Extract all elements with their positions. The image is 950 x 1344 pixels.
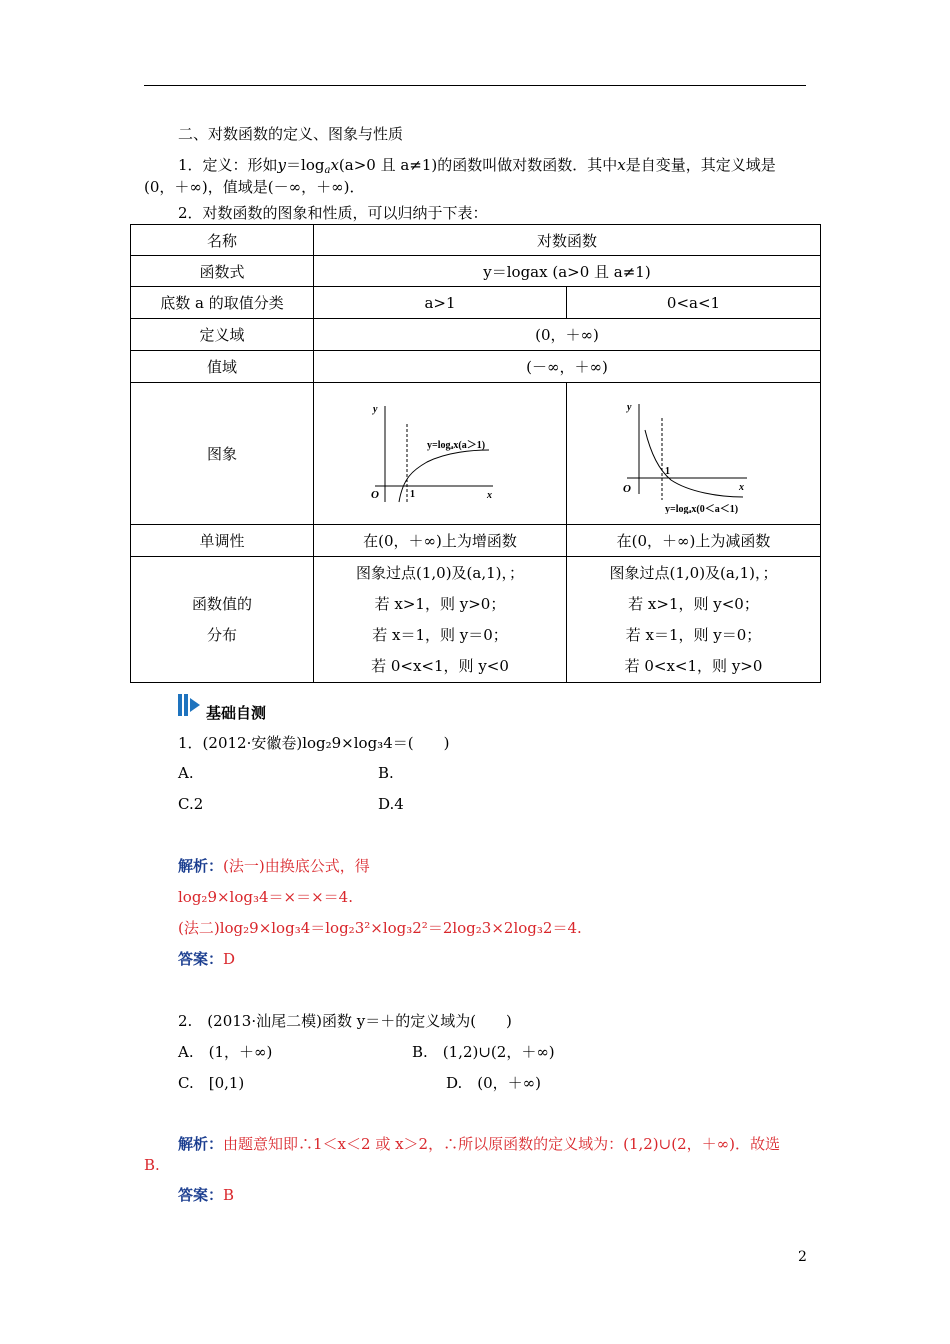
cell-formula-label: 函数式 [131, 256, 314, 287]
q2-option-d: D. (0，＋∞) [446, 1074, 542, 1092]
cell-graph-label: 图象 [131, 383, 314, 525]
section-title: 二、对数函数的定义、图象与性质 [178, 125, 404, 143]
cell-domain-value: (0，＋∞) [314, 319, 821, 351]
definition-paragraph: 1．定义：形如$y=\log_ax(a>0$ 且 a≠1)的函数叫做对数函数．其中x是自变量，其定义域是 [178, 156, 776, 176]
cell-base-gt1: a>1 [314, 287, 567, 319]
x-axis-label: x [487, 489, 492, 501]
definition-line2: (0，＋∞)，值域是(－∞，＋∞)． [144, 178, 365, 196]
q1-stem: 1．(2012·安徽卷)log₂9×log₃4＝( ) [178, 734, 450, 752]
self-test-heading: 基础自测 [206, 704, 267, 722]
graph-increasing [365, 398, 515, 510]
q2-answer-label: 答案： [178, 1186, 224, 1204]
properties-table [130, 224, 821, 683]
graph-decreasing [619, 394, 769, 514]
one-label: 1 [664, 465, 670, 477]
curve-label: y=logₐx(a＞1) [427, 439, 486, 451]
q1-option-d: D.4 [378, 795, 404, 813]
cell-mono-dec: 在(0，＋∞)上为减函数 [567, 525, 821, 557]
curve-label: y=logₐx(0＜a＜1) [664, 503, 738, 514]
y-axis-label: y [626, 401, 631, 413]
q2-analysis-label: 解析： [178, 1135, 224, 1153]
page-number: 2 [798, 1249, 807, 1265]
y-axis-label: y [373, 403, 378, 415]
cell-dist-dec: 图象过点(1,0)及(a,1)，； 若 x>1，则 y<0； 若 x＝1，则 y＝0； 若 0<x<1，则 y>0 [567, 557, 821, 683]
table-intro: 2．对数函数的图象和性质，可以归纳于下表： [178, 204, 488, 222]
q1-answer: 答案：D [178, 950, 236, 968]
origin-label: O [371, 488, 379, 501]
q2-analysis-line2: B. [144, 1156, 160, 1174]
cell-dist-inc: 图象过点(1,0)及(a,1)，； 若 x>1，则 y>0； 若 x＝1，则 y＝0； 若 0<x<1，则 y<0 [314, 557, 567, 683]
q1-analysis-line1: 解析：(法一)由换底公式，得 [178, 857, 370, 875]
q2-option-a: A. (1，＋∞) [178, 1043, 273, 1061]
header-rule [144, 85, 806, 86]
one-label: 1 [410, 488, 415, 500]
q1-analysis-line2: log₂9×log₃4＝×＝×＝4. [178, 888, 353, 906]
cell-name-label: 名称 [131, 225, 314, 256]
q1-option-a: A. [178, 764, 194, 782]
q1-answer-label: 答案： [178, 950, 224, 968]
cell-mono-label: 单调性 [131, 525, 314, 557]
cell-domain-label: 定义域 [131, 319, 314, 351]
q1-option-b: B. [378, 764, 394, 782]
cell-base-label: 底数 a 的取值分类 [131, 287, 314, 319]
x-axis-label: x [738, 481, 744, 493]
q2-option-b: B. (1,2)∪(2，＋∞) [412, 1043, 555, 1061]
q2-stem: 2. (2013·汕尾二模)函数 y＝＋的定义域为( ) [178, 1012, 512, 1030]
bookmark-bars-icon [178, 694, 204, 716]
cell-range-value: (－∞，＋∞) [314, 351, 821, 383]
cell-range-label: 值域 [131, 351, 314, 383]
q2-option-c: C. [0,1) [178, 1074, 245, 1092]
q2-answer: 答案：B [178, 1186, 235, 1204]
cell-mono-inc: 在(0，＋∞)上为增函数 [314, 525, 567, 557]
q1-option-c: C.2 [178, 795, 204, 813]
cell-formula-value: y＝logax (a>0 且 a≠1) [314, 256, 821, 287]
q2-analysis-line1: 解析：由题意知即∴1＜x＜2 或 x＞2，∴所以原函数的定义域为：(1,2)∪(2，＋∞)．故选 [178, 1135, 780, 1153]
q1-analysis-line3: (法二)log₂9×log₃4＝log₂3²×log₃2²＝2log₂3×2log₃2＝4. [178, 919, 582, 937]
graph-decreasing-cell [567, 383, 821, 525]
graph-increasing-cell [314, 383, 567, 525]
log-curve-decreasing [645, 430, 743, 497]
q1-analysis-label: 解析： [178, 857, 224, 875]
cell-name-value: 对数函数 [314, 225, 821, 256]
cell-dist-label: 函数值的 分布 [131, 557, 314, 683]
cell-base-lt1: 0<a<1 [567, 287, 821, 319]
origin-label: O [622, 482, 631, 495]
